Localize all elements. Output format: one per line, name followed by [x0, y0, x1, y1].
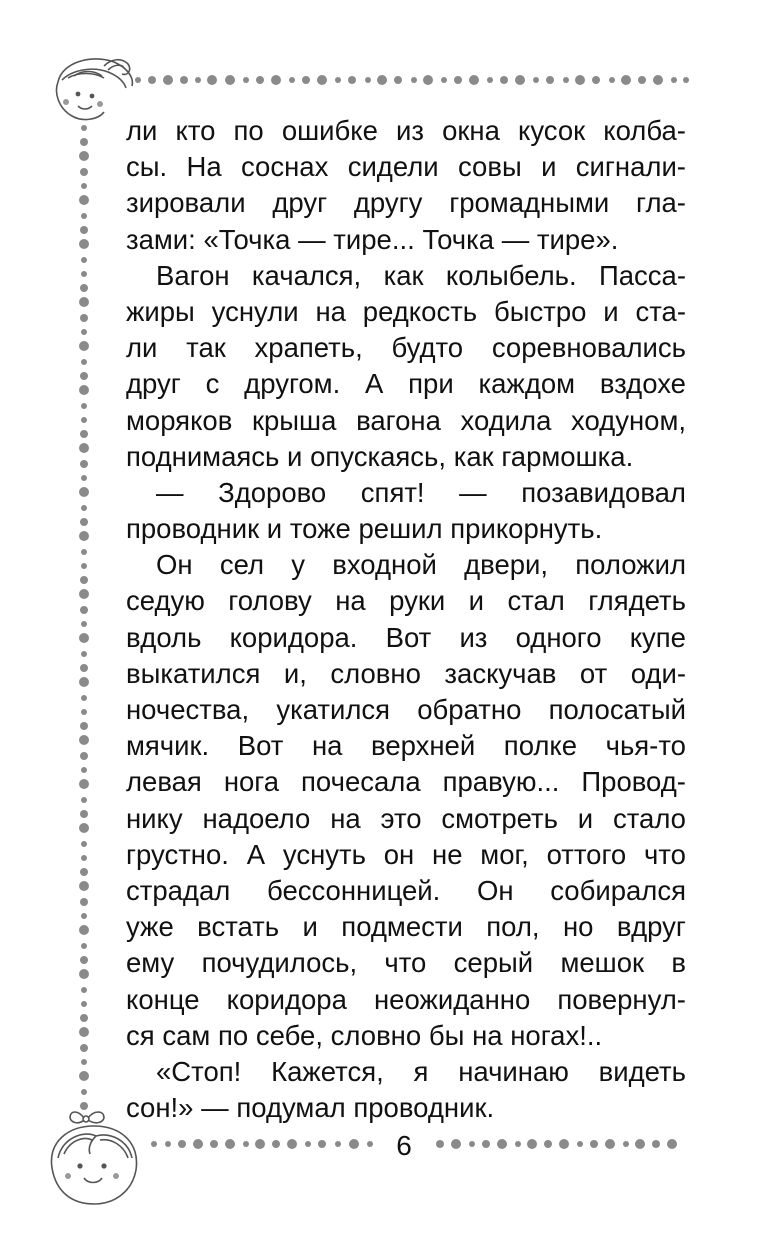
text-line: жиры уснули на редкость быстро и ста-: [126, 295, 686, 327]
text-line: ся сам по себе, словно бы на ногах!..: [126, 1019, 603, 1051]
body-text: [126, 113, 686, 1126]
left-dotted-border: [72, 122, 96, 1112]
text-line: страдал бессонницей. Он собирался: [126, 874, 686, 906]
text-line: ли кто по ошибке из окна кусок колба-: [126, 115, 686, 146]
text-line: грустно. А уснуть он не мог, оттого что: [126, 838, 686, 870]
text-line: зировали друг другу громадными гла-: [126, 187, 686, 219]
text-line: Он сел у входной двери, положил: [156, 549, 686, 581]
girl-face-with-bow-icon: [44, 1108, 148, 1208]
page-number: 6: [396, 1130, 412, 1161]
bottom-left-dotted-border: [148, 1132, 378, 1156]
bottom-right-dotted-border: [432, 1132, 682, 1156]
text-line: выкатился и, словно заскучав от оди-: [126, 657, 686, 689]
text-line: мячик. Вот на верхней полке чья-то: [126, 730, 686, 762]
text-line: друг с другом. А при каждом вздохе: [126, 368, 686, 400]
text-line: сы. На соснах сидели совы и сигнали-: [126, 151, 686, 183]
text-line: Вагон качался, как колыбель. Пасса-: [156, 259, 686, 291]
text-line: сон!» — подумал проводник.: [126, 1092, 495, 1124]
text-line: зами: «Точка — тире... Точка — тире».: [126, 223, 619, 255]
text-line: левая нога почесала правую... Провод-: [126, 766, 686, 798]
text-line: моряков крыша вагона ходила ходуном,: [126, 404, 686, 436]
text-line: седую голову на руки и стал глядеть: [126, 585, 686, 617]
text-line: уже встать и подмести пол, но вдруг: [126, 911, 686, 943]
text-line: «Стоп! Кажется, я начинаю видеть: [156, 1055, 686, 1087]
text-line: вдоль коридора. Вот из одного купе: [126, 621, 686, 653]
text-line: — Здорово спят! — позавидовал: [156, 476, 686, 508]
text-line: ему почудилось, что серый мешок в: [126, 947, 686, 979]
text-line: нику надоело на это смотреть и стало: [126, 802, 686, 834]
text-line: проводник и тоже решил прикорнуть.: [126, 513, 603, 545]
text-line: конце коридора неожиданно повернул-: [126, 983, 686, 1015]
text-line: поднимаясь и опускаясь, как гармошка.: [126, 440, 634, 472]
text-line: ли так храпеть, будто соревновались: [126, 332, 686, 364]
text-line: ночества, укатился обратно полосатый: [126, 694, 686, 725]
top-dotted-border: [132, 68, 692, 92]
